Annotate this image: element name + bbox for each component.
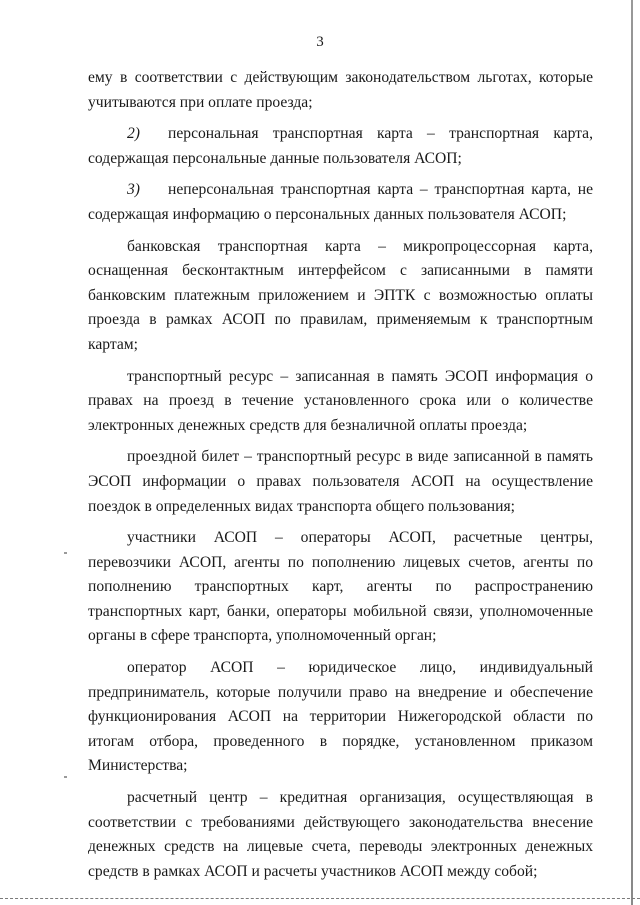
paragraph-text: персональная транспортная карта – транспортная карта, содержащая персональные данные пользователя АСОП; (88, 125, 593, 167)
paragraph-text: участники АСОП – операторы АСОП, расчетные центры, перевозчики АСОП, агенты по пополнению лицевых счетов, агенты по пополнению транспортных карт, агенты по распространению транспортных карт, банки, операторы мобильной связи, уполномоченные органы в сфере транспорта, уполномоченный орган; (88, 529, 593, 645)
paragraph-text: ему в соответствии с действующим законодательством льготах, которые учитываются при оплате проезда; (88, 69, 593, 111)
list-item-number: 3) (127, 181, 140, 199)
scan-mark (64, 776, 67, 778)
definition-transport-resource (88, 365, 593, 439)
paragraph-text: расчетный центр – кредитная организация, осуществляющая в соответствии с требованиями действующего законодательства внесение денежных средств на лицевые счета, переводы электронных денежных средств в рамках АСОП и расчеты участников АСОП между собой; (88, 789, 593, 880)
definition-travel-ticket (88, 445, 593, 519)
paragraph-continuation (88, 66, 593, 115)
list-item-number: 2) (127, 125, 140, 143)
paragraph-text: проездной билет – транспортный ресурс в виде записанной в память ЭСОП информации о правах пользователя АСОП на осуществление поездок в определенных видах транспорта общего пользования; (88, 448, 593, 515)
definition-settlement-center (88, 786, 593, 884)
paragraph-text: неперсональная транспортная карта – транспортная карта, не содержащая информацию о персональных данных пользователя АСОП; (88, 181, 593, 223)
page-number: 3 (316, 34, 324, 50)
document-body (88, 66, 593, 891)
paragraph-text: транспортный ресурс – записанная в память ЭСОП информация о правах на проезд в течение установленного срока или о количестве электронных денежных средств для безналичной оплаты проезда; (88, 367, 593, 434)
scan-edge-right (631, 0, 633, 905)
list-item-3 (88, 178, 593, 227)
definition-operator (88, 656, 593, 779)
definition-participants (88, 526, 593, 649)
paragraph-text: банковская транспортная карта – микропроцессорная карта, оснащенная бесконтактным интерфейсом с записанными в памяти банковским платежным приложением и ЭПТК с возможностью оплаты проезда в рамках АСОП по правилам, применяемым к транспортным картам; (88, 237, 593, 353)
scan-edge-bottom (0, 898, 640, 899)
scan-mark (64, 552, 67, 554)
list-item-2 (88, 122, 593, 171)
paragraph-text: оператор АСОП – юридическое лицо, индивидуальный предприниматель, которые получили право на внедрение и обеспечение функционирования АСОП на территории Нижегородской области по итогам отбора, проведенного в порядке, установленном приказом Министерства; (88, 659, 593, 775)
definition-bank-card (88, 235, 593, 358)
